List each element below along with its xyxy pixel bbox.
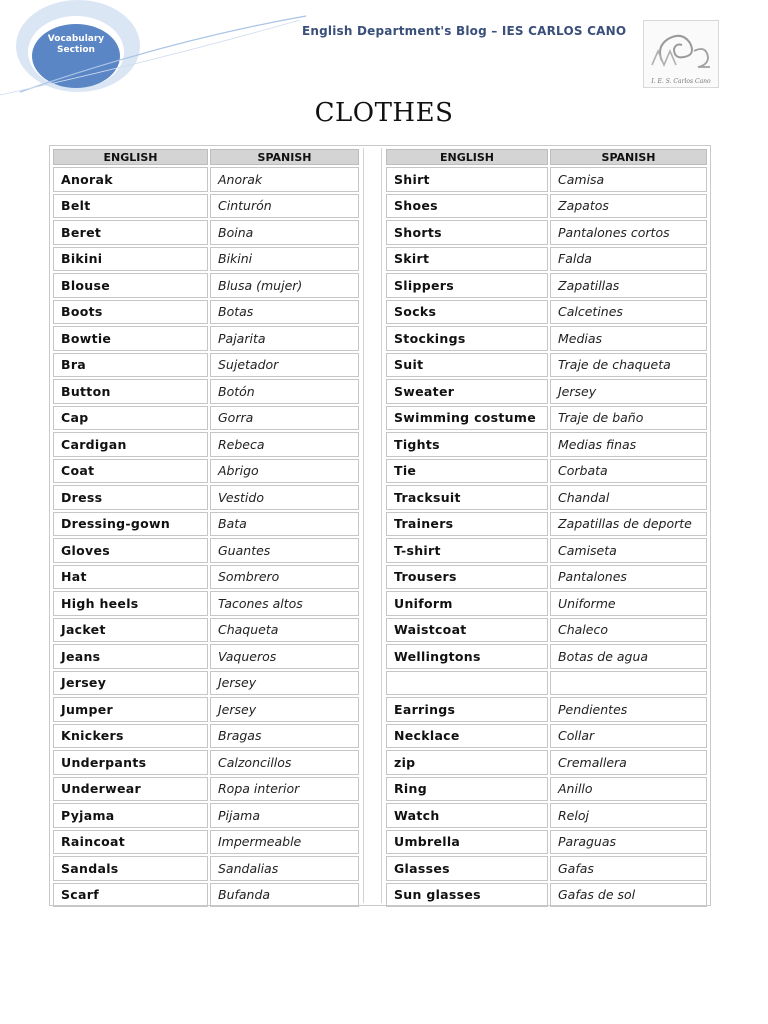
- spanish-word: Bata: [210, 512, 359, 537]
- table-row: [52, 670, 360, 697]
- english-word: Watch: [386, 803, 548, 828]
- table-row: [52, 643, 360, 670]
- spanish-word: Reloj: [550, 803, 707, 828]
- spanish-word: Pantalones cortos: [550, 220, 707, 245]
- english-word: Skirt: [386, 247, 548, 272]
- header-spanish: SPANISH: [550, 149, 707, 165]
- spanish-word: Chandal: [550, 485, 707, 510]
- spanish-word: Gorra: [210, 406, 359, 431]
- badge-line-1: Vocabulary: [47, 34, 105, 44]
- table-row: [385, 352, 708, 379]
- table-row: [52, 802, 360, 829]
- english-word: Waistcoat: [386, 618, 548, 643]
- spanish-word: Gafas: [550, 856, 707, 881]
- spanish-word: Bragas: [210, 724, 359, 749]
- page-title: CLOTHES: [314, 98, 454, 128]
- table-row: [385, 246, 708, 273]
- english-word: Swimming costume: [386, 406, 548, 431]
- table-row: [385, 511, 708, 538]
- english-word: Slippers: [386, 273, 548, 298]
- spanish-word: Gafas de sol: [550, 883, 707, 908]
- english-word: T-shirt: [386, 538, 548, 563]
- left-column-table: [52, 148, 360, 908]
- english-word: Jeans: [53, 644, 208, 669]
- spanish-word: Ropa interior: [210, 777, 359, 802]
- table-row: [52, 564, 360, 591]
- spanish-word: Pendientes: [550, 697, 707, 722]
- english-word: Raincoat: [53, 830, 208, 855]
- header-english: ENGLISH: [53, 149, 208, 165]
- table-row: [52, 829, 360, 856]
- spanish-word: Camisa: [550, 167, 707, 192]
- table-row: [385, 299, 708, 326]
- english-word: Underwear: [53, 777, 208, 802]
- table-row: [385, 537, 708, 564]
- table-row: [52, 458, 360, 485]
- spanish-word: Tacones altos: [210, 591, 359, 616]
- spanish-word: Jersey: [550, 379, 707, 404]
- header-spanish: SPANISH: [210, 149, 359, 165]
- table-row: [52, 511, 360, 538]
- english-word: Stockings: [386, 326, 548, 351]
- table-row: [52, 299, 360, 326]
- table-row: [52, 378, 360, 405]
- spanish-word: Pajarita: [210, 326, 359, 351]
- spanish-word: Boina: [210, 220, 359, 245]
- english-word: Boots: [53, 300, 208, 325]
- table-row: [52, 855, 360, 882]
- table-row: [385, 378, 708, 405]
- english-word: Anorak: [53, 167, 208, 192]
- spanish-word: Rebeca: [210, 432, 359, 457]
- english-word: High heels: [53, 591, 208, 616]
- spanish-word: Jersey: [210, 671, 359, 696]
- english-word: Uniform: [386, 591, 548, 616]
- table-row: [385, 882, 708, 909]
- english-word: Dressing-gown: [53, 512, 208, 537]
- english-word: Jumper: [53, 697, 208, 722]
- spanish-word: Traje de baño: [550, 406, 707, 431]
- table-row: [385, 564, 708, 591]
- english-word: zip: [386, 750, 548, 775]
- english-word: Beret: [53, 220, 208, 245]
- spanish-word: Medias: [550, 326, 707, 351]
- english-word: Wellingtons: [386, 644, 548, 669]
- english-word: Ring: [386, 777, 548, 802]
- blog-title: English Department's Blog – IES CARLOS CANO: [302, 24, 627, 38]
- table-row: [52, 405, 360, 432]
- school-logo: [643, 20, 719, 88]
- table-row: [385, 325, 708, 352]
- english-word: Hat: [53, 565, 208, 590]
- english-word: Underpants: [53, 750, 208, 775]
- english-word: Dress: [53, 485, 208, 510]
- spanish-word: Uniforme: [550, 591, 707, 616]
- spanish-word: Sandalias: [210, 856, 359, 881]
- english-word: Shoes: [386, 194, 548, 219]
- table-row: [52, 272, 360, 299]
- table-row: [385, 776, 708, 803]
- spanish-word: Medias finas: [550, 432, 707, 457]
- spanish-word: Vestido: [210, 485, 359, 510]
- spanish-word: Anorak: [210, 167, 359, 192]
- spanish-word: Corbata: [550, 459, 707, 484]
- school-logo-icon: [644, 21, 718, 77]
- column-divider: [363, 148, 382, 903]
- english-word: Shirt: [386, 167, 548, 192]
- spanish-word: Zapatos: [550, 194, 707, 219]
- english-word: Jersey: [53, 671, 208, 696]
- table-row: [52, 484, 360, 511]
- table-row: [52, 617, 360, 644]
- table-row: [52, 193, 360, 220]
- spanish-word: Chaleco: [550, 618, 707, 643]
- table-row: [52, 776, 360, 803]
- spanish-word: Calcetines: [550, 300, 707, 325]
- table-row: [385, 855, 708, 882]
- spanish-word: Blusa (mujer): [210, 273, 359, 298]
- badge-line-2: Section: [57, 45, 95, 55]
- table-row: [52, 219, 360, 246]
- english-word: Cap: [53, 406, 208, 431]
- spanish-word: Chaqueta: [210, 618, 359, 643]
- english-word: Socks: [386, 300, 548, 325]
- spanish-word: Traje de chaqueta: [550, 353, 707, 378]
- spanish-word: Bufanda: [210, 883, 359, 908]
- english-word: Sweater: [386, 379, 548, 404]
- english-word: Tie: [386, 459, 548, 484]
- table-row: [52, 325, 360, 352]
- table-row: [52, 590, 360, 617]
- english-word: Necklace: [386, 724, 548, 749]
- table-row: [52, 431, 360, 458]
- table-row: [385, 458, 708, 485]
- vocabulary-table: [49, 145, 711, 906]
- english-word: Sandals: [53, 856, 208, 881]
- table-row: [385, 272, 708, 299]
- english-word: [386, 671, 548, 696]
- table-row: [385, 405, 708, 432]
- spanish-word: Zapatillas: [550, 273, 707, 298]
- english-word: Button: [53, 379, 208, 404]
- spanish-word: Botón: [210, 379, 359, 404]
- english-word: Bikini: [53, 247, 208, 272]
- table-row: [385, 696, 708, 723]
- spanish-word: Anillo: [550, 777, 707, 802]
- english-word: Pyjama: [53, 803, 208, 828]
- table-row: [52, 166, 360, 193]
- spanish-word: Pantalones: [550, 565, 707, 590]
- spanish-word: Calzoncillos: [210, 750, 359, 775]
- table-row: [385, 829, 708, 856]
- table-row: [385, 723, 708, 750]
- english-word: Scarf: [53, 883, 208, 908]
- table-row: [52, 537, 360, 564]
- english-word: Bowtie: [53, 326, 208, 351]
- table-row: [385, 802, 708, 829]
- english-word: Tights: [386, 432, 548, 457]
- english-word: Shorts: [386, 220, 548, 245]
- spanish-word: [550, 671, 707, 696]
- table-row: [385, 219, 708, 246]
- table-row: [385, 643, 708, 670]
- spanish-word: Jersey: [210, 697, 359, 722]
- logo-caption: I. E. S. Carlos Cano: [651, 78, 711, 85]
- table-row: [52, 723, 360, 750]
- table-row: [52, 696, 360, 723]
- spanish-word: Sombrero: [210, 565, 359, 590]
- english-word: Earrings: [386, 697, 548, 722]
- table-row: [52, 352, 360, 379]
- english-word: Knickers: [53, 724, 208, 749]
- spanish-word: Paraguas: [550, 830, 707, 855]
- table-row: [52, 246, 360, 273]
- english-word: Trousers: [386, 565, 548, 590]
- spanish-word: Camiseta: [550, 538, 707, 563]
- english-word: Gloves: [53, 538, 208, 563]
- english-word: Umbrella: [386, 830, 548, 855]
- spanish-word: Zapatillas de deporte: [550, 512, 707, 537]
- table-row: [52, 749, 360, 776]
- spanish-word: Collar: [550, 724, 707, 749]
- english-word: Cardigan: [53, 432, 208, 457]
- right-column-table: [385, 148, 708, 908]
- spanish-word: Pijama: [210, 803, 359, 828]
- english-word: Tracksuit: [386, 485, 548, 510]
- table-row: [385, 590, 708, 617]
- english-word: Blouse: [53, 273, 208, 298]
- english-word: Bra: [53, 353, 208, 378]
- english-word: Jacket: [53, 618, 208, 643]
- english-word: Suit: [386, 353, 548, 378]
- table-row: [385, 749, 708, 776]
- english-word: Trainers: [386, 512, 548, 537]
- spanish-word: Bikini: [210, 247, 359, 272]
- spanish-word: Cremallera: [550, 750, 707, 775]
- spanish-word: Sujetador: [210, 353, 359, 378]
- english-word: Coat: [53, 459, 208, 484]
- spanish-word: Impermeable: [210, 830, 359, 855]
- english-word: Sun glasses: [386, 883, 548, 908]
- table-row: [385, 193, 708, 220]
- spanish-word: Vaqueros: [210, 644, 359, 669]
- vocabulary-section-badge: [40, 34, 112, 56]
- spanish-word: Cinturón: [210, 194, 359, 219]
- table-row: [385, 617, 708, 644]
- header-english: ENGLISH: [386, 149, 548, 165]
- spanish-word: Botas de agua: [550, 644, 707, 669]
- spanish-word: Abrigo: [210, 459, 359, 484]
- table-row: [385, 431, 708, 458]
- spanish-word: Falda: [550, 247, 707, 272]
- table-row: [52, 882, 360, 909]
- header-row: [385, 148, 708, 166]
- table-row: [385, 166, 708, 193]
- english-word: Glasses: [386, 856, 548, 881]
- table-row: [385, 670, 708, 697]
- table-row: [385, 484, 708, 511]
- header-row: [52, 148, 360, 166]
- english-word: Belt: [53, 194, 208, 219]
- spanish-word: Botas: [210, 300, 359, 325]
- spanish-word: Guantes: [210, 538, 359, 563]
